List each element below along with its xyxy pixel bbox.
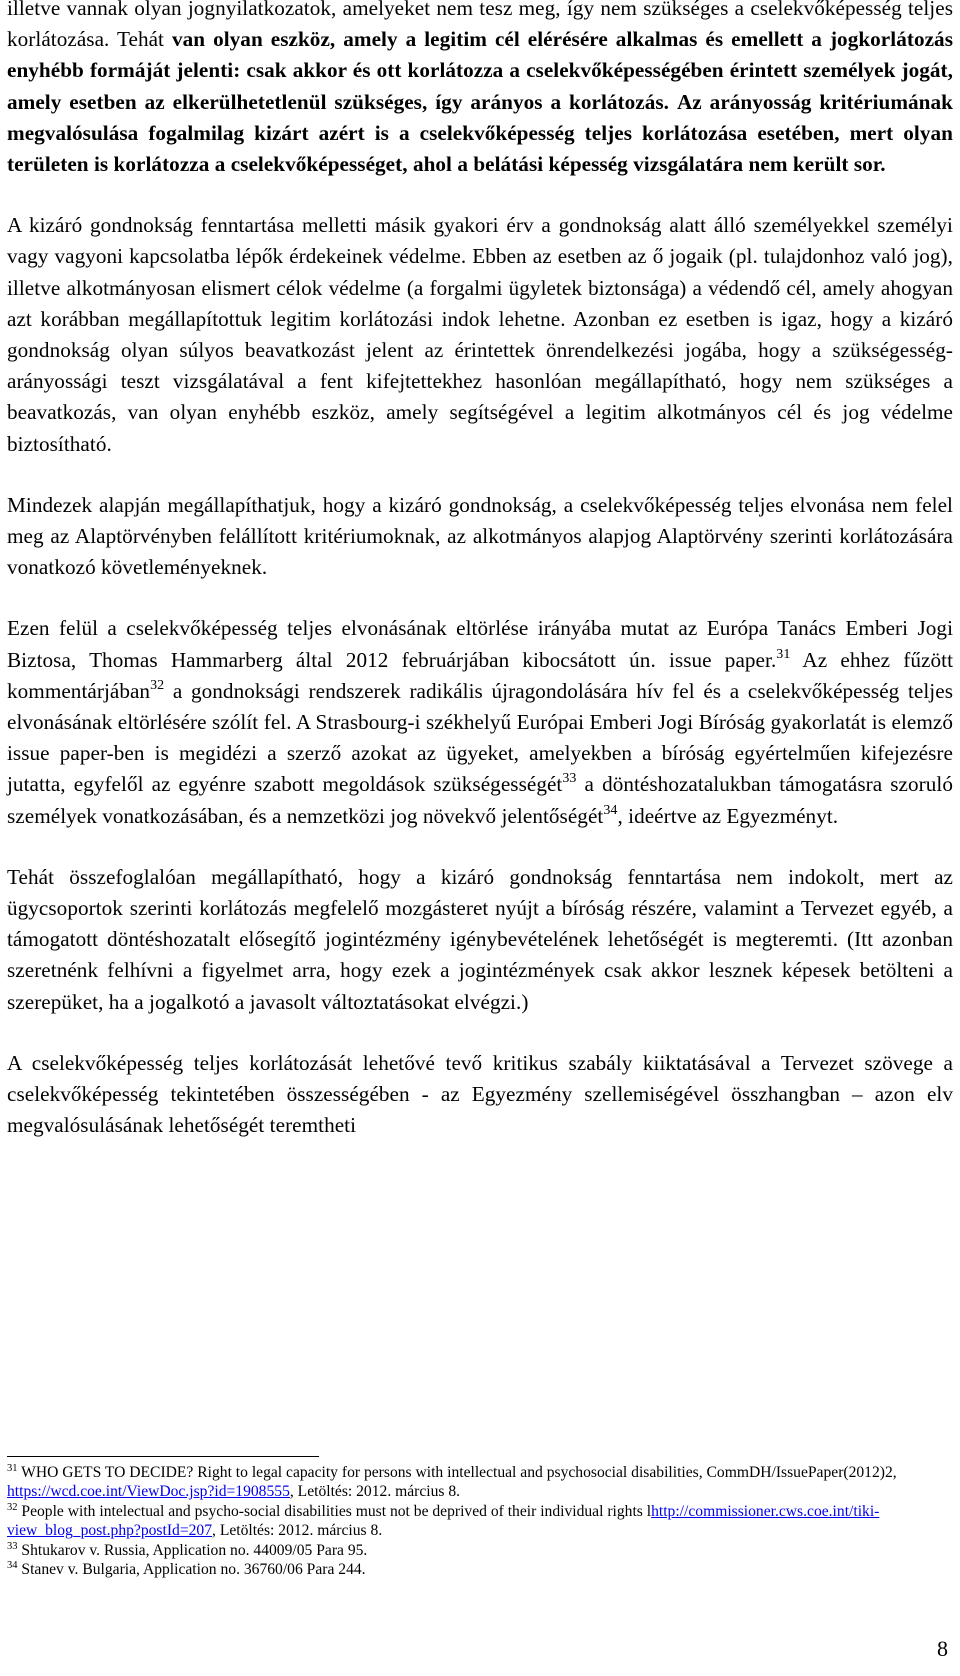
footnote-34 xyxy=(7,1560,953,1579)
paragraph-1-text-b xyxy=(669,90,677,114)
footnote-separator xyxy=(7,1456,319,1457)
footnote-text: WHO GETS TO DECIDE? Right to legal capacity for persons with intellectual and psychosocial disabilities, CommDH/IssuePaper(2012)2, xyxy=(17,1464,897,1481)
paragraph-4-text-4: a döntéshozatalukban támogatásra szoruló személyek vonatkozásában, és a nemzetközi jog növekvő jelentőségét xyxy=(7,772,953,828)
paragraph-3: Mindezek alapján megállapíthatjuk, hogy a kizáró gondnokság, a cselekvőképesség teljes elvonása nem felel meg az Alaptörvényben felállított kritériumoknak, az alkotmányos alapjog Alaptörvény szerinti korlátozására vonatkozó követleményeknek. xyxy=(7,492,953,580)
footnote-number: 32 xyxy=(7,1501,18,1513)
paragraph-4 xyxy=(7,613,953,831)
paragraph-2: A kizáró gondnokság fenntartása melletti másik gyakori érv a gondnokság alatt álló személyekkel személyi vagy vagyoni kapcsolatba lépők érdekeinek védelme. Ebben az esetben az ő jogaik (pl. tulajdonhoz való jog), illetve alkotmányosan elismert célok védelme (a forgalmi ügyletek biztonsága) a védendő cél, amely ahogyan azt korábban megállapítottuk legitim korlátozási indok lehetne. Azonban ez esetben is igaz, hogy a kizáró gondnokság olyan súlyos beavatkozást jelent az érintettek önrendelkezési jogába, hogy a szükségesség-arányossági teszt vizsgálatával a fent kifejtettekhez hasonlóan megállapítható, hogy nem szükséges a beavatkozás, van olyan enyhébb eszköz, amely segítségével a legitim alkotmányos cél és jog védelme biztosítható. xyxy=(7,213,953,456)
footnote-ref-32[interactable]: 32 xyxy=(150,677,165,693)
footnotes xyxy=(7,1463,953,1579)
paragraph-1-text-a: illetve vannak olyan jognyilatkozatok, amelyeket nem tesz meg, így nem szükséges a cselekvőképesség teljes korlátozása. Tehát xyxy=(7,0,953,52)
footnote-text: Shtukarov v. Russia, Application no. 44009/05 Para 95. xyxy=(17,1541,368,1559)
footnote-ref-33[interactable]: 33 xyxy=(562,771,577,787)
footnote-33 xyxy=(7,1541,953,1560)
paragraph-1-bold-b: Az arányosság kritériumának megvalósulása fogalmilag kizárt azért is a cselekvőképesség teljes korlátozása esetében, mert olyan területen is korlátozza a cselekvőképességet, ahol a belátási képesség vizsgálatára nem került sor. xyxy=(7,89,953,177)
footnote-31 xyxy=(7,1463,953,1502)
footnote-number: 33 xyxy=(7,1540,18,1552)
paragraph-6: A cselekvőképesség teljes korlátozását lehetővé tevő kritikus szabály kiiktatásával a Tervezet szövege a cselekvőképesség tekintetében összességében - az Egyezmény szellemiségével összhangban – azon elv megvalósulásának lehetőségét teremtheti xyxy=(7,1050,953,1138)
footnote-text: Stanev v. Bulgaria, Application no. 36760/06 Para 244. xyxy=(17,1561,366,1579)
footnote-ref-31[interactable]: 31 xyxy=(776,646,791,662)
paragraph-1-bold-a: van olyan eszköz, amely a legitim cél elérésére alkalmas és emellett a jogkorlátozás enyhébb formáját jelenti: csak akkor és ott korlátozza a cselekvőképességében érintett személyek jogát, amely esetben az elkerülhetetlenül szükséges, így arányos a korlátozás. xyxy=(7,27,953,114)
paragraph-5: Tehát összefoglalóan megállapítható, hogy a kizáró gondnokság fenntartása nem indokolt, mert az ügycsoportok szerinti korlátozás megfelelő mozgásteret nyújt a bíróság részére, valamint a Tervezet egyéb, a támogatott döntéshozatalt elősegítő jogintézmény igénybevételének lehetőségét is megteremti. (Itt azonban szeretnénk felhívni a figyelmet arra, hogy ezek a jogintézmények csak akkor lesznek képesek betölteni a szerepüket, ha a jogalkotó a javasolt változtatásokat elvégzi.) xyxy=(7,864,953,1014)
footnote-ref-34[interactable]: 34 xyxy=(603,802,618,818)
footnote-text: , Letöltés: 2012. március 8. xyxy=(289,1483,461,1501)
footnote-text: People with intelectual and psycho-social disabilities must not be deprived of their individual rights l xyxy=(17,1502,652,1520)
footnote-link[interactable]: http://commissioner.cws.coe.int/tiki-view_blog_post.php?postId=207 xyxy=(7,1502,880,1540)
page-body xyxy=(7,0,953,1142)
paragraph-4-text-1: Ezen felül a cselekvőképesség teljes elvonásának eltörlése irányába mutat az Európa Tanács Emberi Jogi Biztosa, Thomas Hammarberg által 2012 februárjában kibocsátott ún. issue paper. xyxy=(7,616,953,672)
paragraph-4-text-5: , ideértve az Egyezményt. xyxy=(617,803,839,828)
footnote-number: 31 xyxy=(7,1463,18,1474)
page-number: 8 xyxy=(937,1636,948,1661)
footnote-text: , Letöltés: 2012. március 8. xyxy=(212,1522,383,1540)
paragraph-4-text-3: a gondnoksági rendszerek radikális újragondolására hív fel és a cselekvőképesség teljes elvonásának eltörlésére szólít fel. A Strasbourg-i székhelyű Európai Emberi Jogi Bíróság gyakorlatát is elemző issue paper-ben is megidézi a szerző azokat az ügyeket, amelyekben a bíróság egyértelműen kifejezésre jutatta, egyfelől az egyénre szabott megoldások szükségességét xyxy=(7,678,953,797)
paragraph-4-text-2: Az ehhez fűzött kommentárjában xyxy=(7,647,954,703)
footnote-32 xyxy=(7,1502,953,1541)
paragraph-1 xyxy=(7,0,953,180)
footnote-link[interactable]: https://wcd.coe.int/ViewDoc.jsp?id=1908555 xyxy=(7,1483,290,1501)
footnote-number: 34 xyxy=(7,1560,18,1572)
